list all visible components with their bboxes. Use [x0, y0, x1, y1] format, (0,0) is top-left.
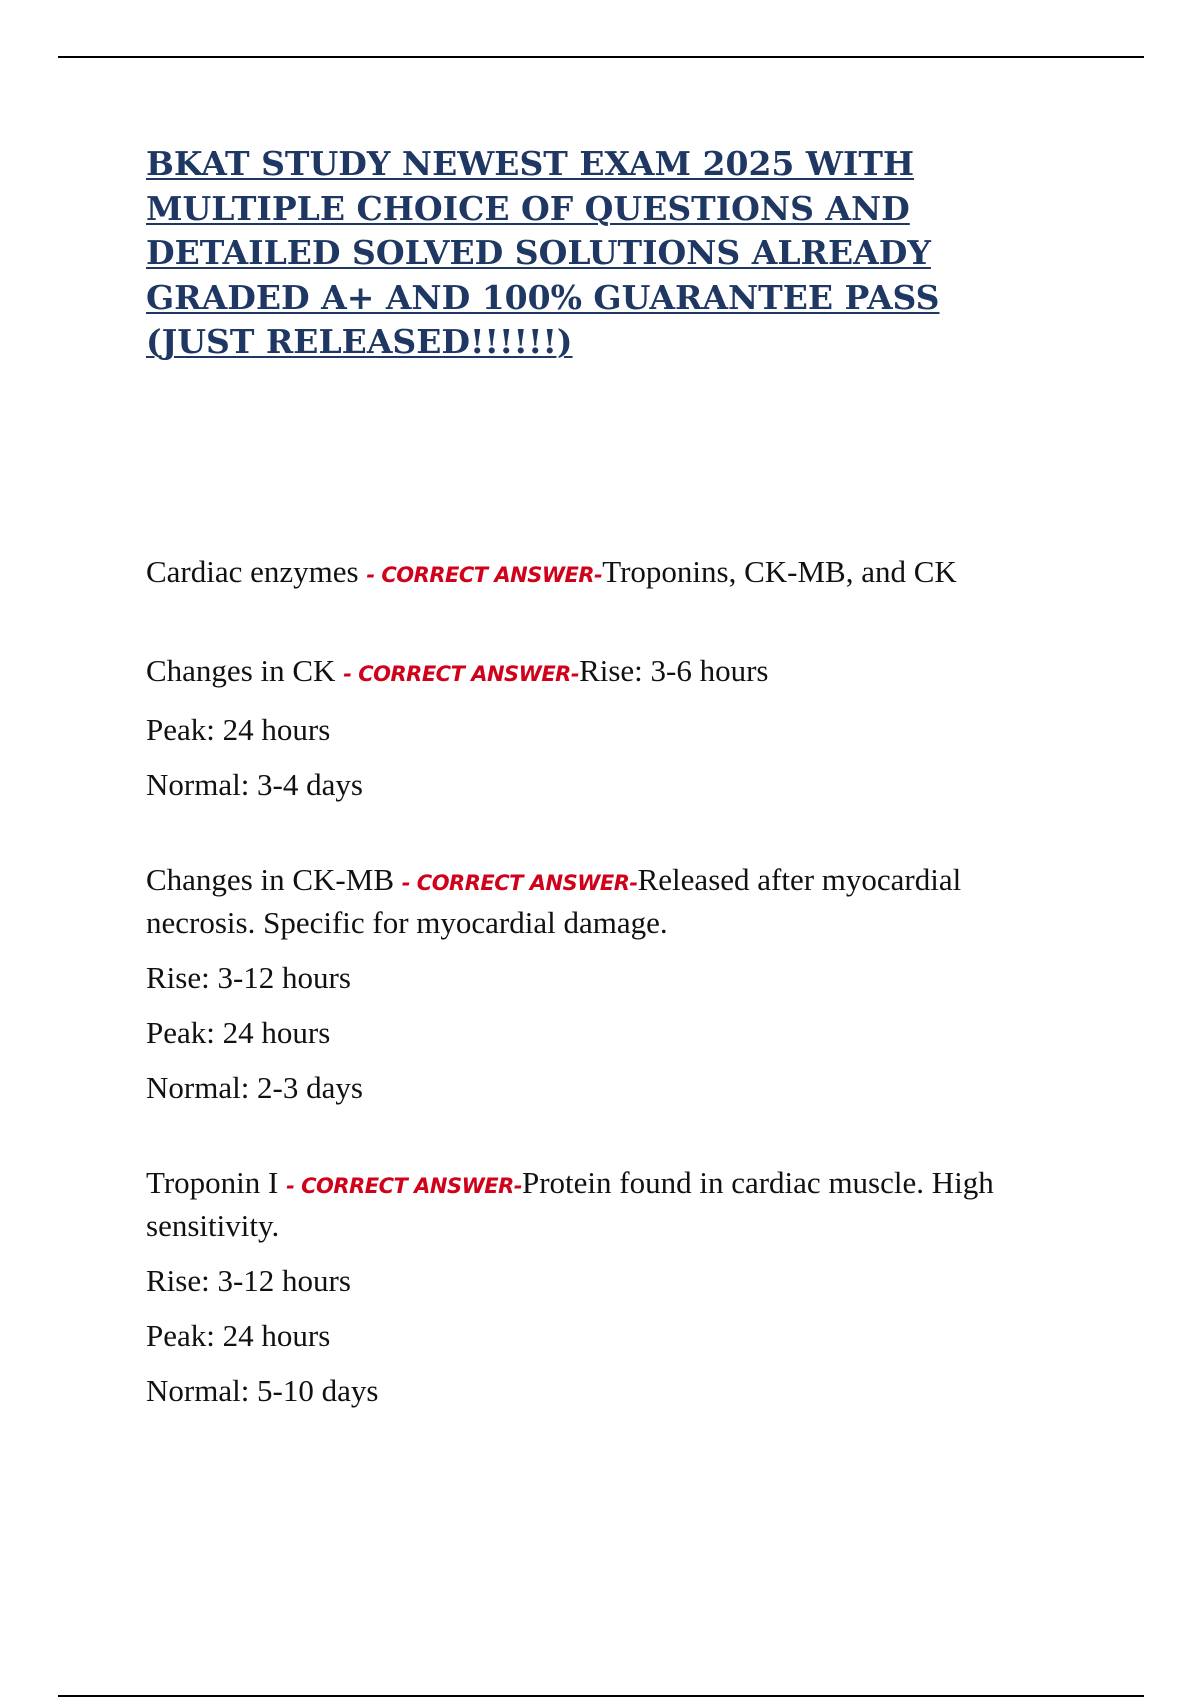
correct-answer-marker: - CORRECT ANSWER-: [343, 662, 580, 686]
correct-answer-marker: - CORRECT ANSWER-: [401, 871, 638, 895]
answer-detail-line: Peak: 24 hours: [146, 1318, 331, 1353]
answer-text: Released after myocardial necrosis. Specific for myocardial damage.: [146, 862, 962, 940]
question-text: Cardiac enzymes: [146, 554, 359, 589]
qa-question-line: [146, 651, 1046, 694]
qa-item: [146, 651, 1046, 804]
answer-text: Troponins, CK-MB, and CK: [602, 554, 957, 589]
answer-detail-line: Peak: 24 hours: [146, 1015, 331, 1050]
qa-question-line: [146, 860, 1046, 942]
qa-item: [146, 552, 1046, 595]
qa-question-line: [146, 1163, 1046, 1245]
qa-item: [146, 860, 1046, 1107]
answer-text: Protein found in cardiac muscle. High sensitivity.: [146, 1165, 994, 1243]
correct-answer-marker: - CORRECT ANSWER-: [286, 1174, 522, 1198]
question-text: Troponin I: [146, 1165, 279, 1200]
correct-answer-marker: - CORRECT ANSWER-: [366, 563, 603, 587]
answer-detail-line: Peak: 24 hours: [146, 712, 331, 747]
answer-detail-line: Rise: 3-12 hours: [146, 960, 351, 995]
qa-question-line: [146, 552, 1046, 595]
footer-rule: [58, 1695, 1144, 1697]
document-title: BKAT STUDY NEWEST EXAM 2025 WITH MULTIPLE CHOICE OF QUESTIONS AND DETAILED SOLVED SOLUTIONS ALREADY GRADED A+ AND 100% GUARANTEE PASS (JUST RELEASED!!!!!!): [146, 144, 940, 361]
header-rule: [58, 56, 1144, 58]
answer-detail-line: Normal: 5-10 days: [146, 1373, 379, 1408]
answer-detail-line: Normal: 3-4 days: [146, 767, 363, 802]
qa-list: [146, 552, 1046, 1466]
qa-item: [146, 1163, 1046, 1410]
answer-text: Rise: 3-6 hours: [579, 653, 769, 688]
answer-detail-line: Normal: 2-3 days: [146, 1070, 363, 1105]
answer-detail-line: Rise: 3-12 hours: [146, 1263, 351, 1298]
question-text: Changes in CK: [146, 653, 336, 688]
question-text: Changes in CK-MB: [146, 862, 394, 897]
